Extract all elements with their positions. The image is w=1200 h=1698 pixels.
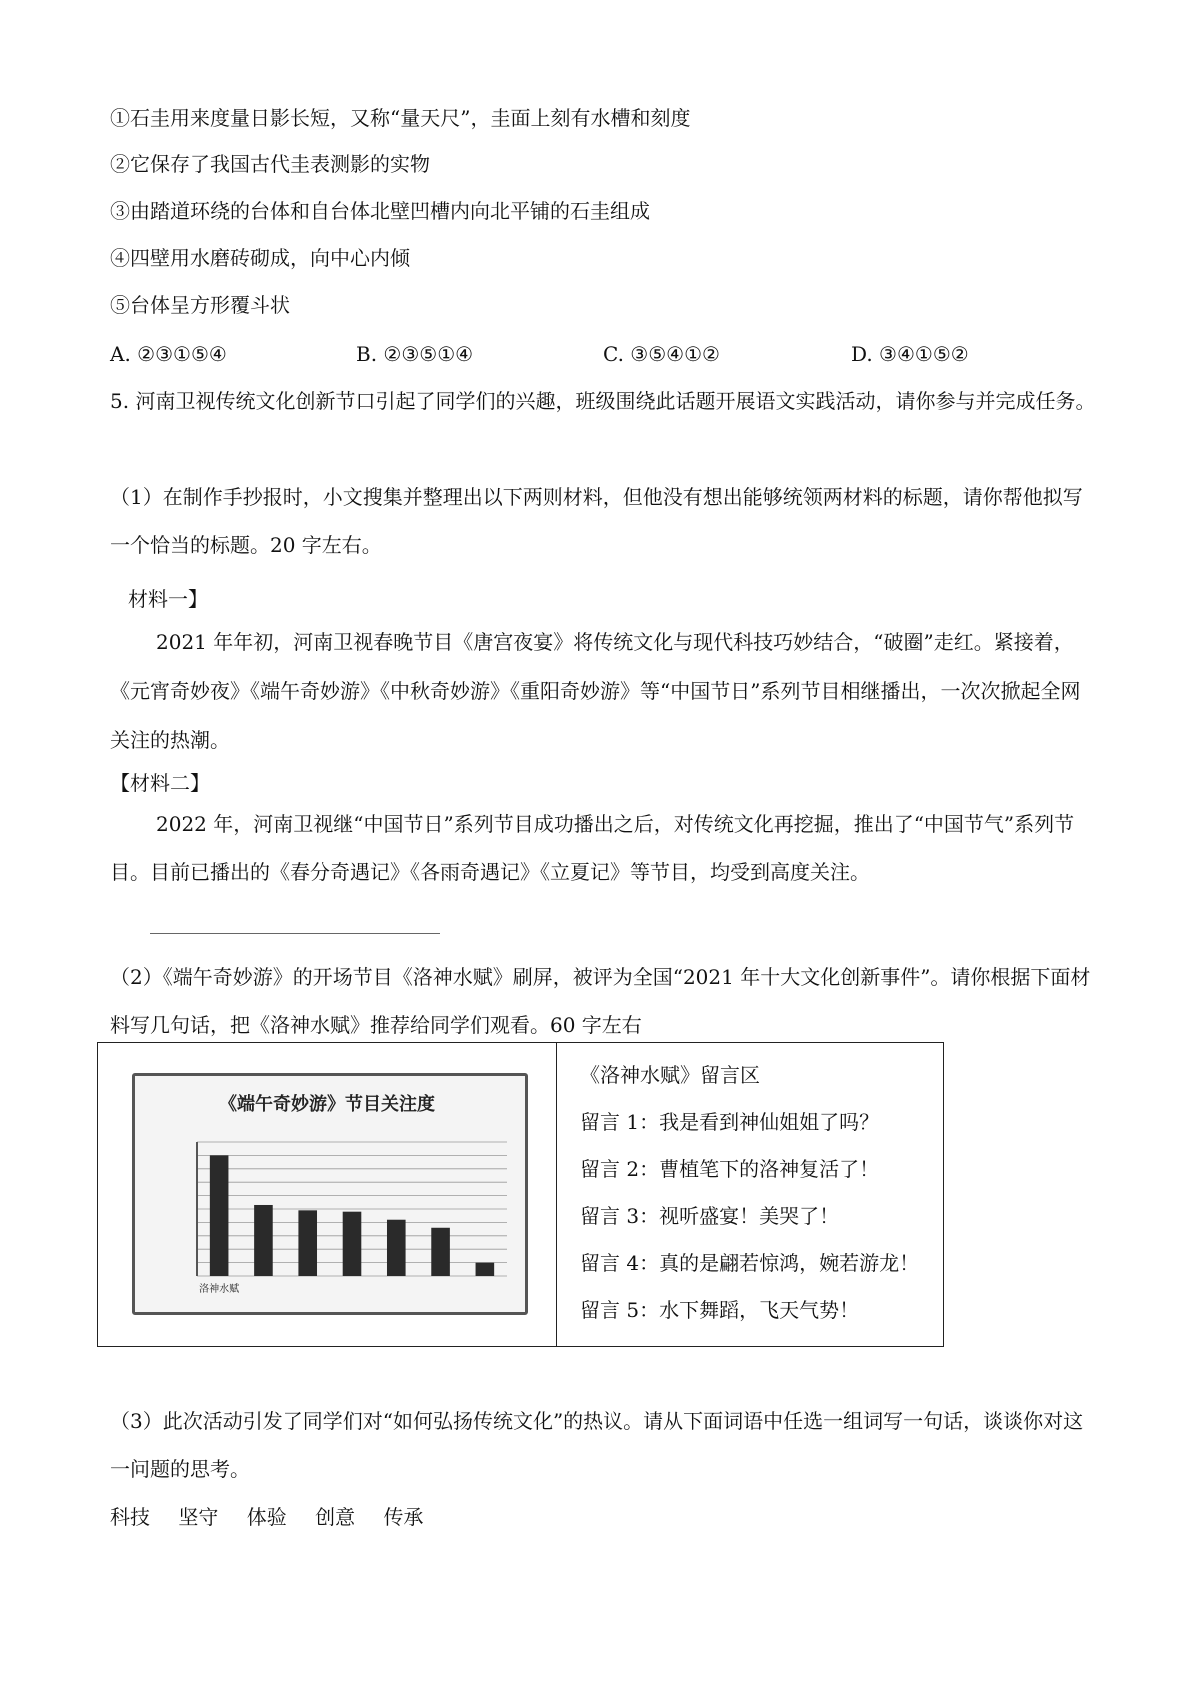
answer-blank-line xyxy=(150,933,440,934)
choice-b[interactable]: B. ②③⑤①④ xyxy=(356,342,474,366)
chart-title: 《端午奇妙游》节目关注度 xyxy=(219,1094,435,1115)
option-1: ①石圭用来度量日影长短，又称“量天尺”，圭面上刻有水槽和刻度 xyxy=(110,106,691,130)
chart-bars xyxy=(210,1155,494,1276)
chart-bar xyxy=(387,1220,406,1276)
question-5-stem: 5. 河南卫视传统文化创新节口引起了同学们的兴趣，班级围绕此话题开展语文实践活动，请你参与并完成任务。 xyxy=(110,389,1096,413)
option-3: ③由踏道环绕的台体和自台体北壁凹槽内向北平铺的石圭组成 xyxy=(110,199,650,223)
choice-a[interactable]: A. ②③①⑤④ xyxy=(110,342,227,366)
option-2: ②它保存了我国古代圭表测影的实物 xyxy=(110,152,430,176)
material-1-text: 2021 年年初，河南卫视春晚节目《唐宫夜宴》将传统文化与现代科技巧妙结合，“破圈”走红。紧接着，《元宵奇妙夜》《端午奇妙游》《中秋奇妙游》《重阳奇妙游》等“中国节日”系列节目相继播出，一次次掀起全网关注的热潮。 xyxy=(110,630,1081,752)
chart-category-label: 洛神水赋 xyxy=(199,1284,240,1295)
chart-bar xyxy=(254,1205,273,1276)
word-3: 体验 xyxy=(246,1505,287,1529)
question-5-sub3: （3）此次活动引发了同学们对“如何弘扬传统文化”的热议。请从下面词语中任选一组词写一句话，谈谈你对这一问题的思考。 xyxy=(110,1409,1084,1481)
chart-bar xyxy=(210,1155,229,1276)
chart-panel xyxy=(98,1043,557,1346)
question-5-sub1: （1）在制作手抄报时，小文搜集并整理出以下两则材料，但他没有想出能够统领两材料的标题，请你帮他拟写一个恰当的标题。20 字左右。 xyxy=(110,485,1083,557)
comment-3: 留言 3：视听盛宴！美哭了！ xyxy=(580,1204,840,1228)
chart-bar xyxy=(476,1263,495,1276)
chart-image xyxy=(132,1073,528,1315)
word-5: 传承 xyxy=(383,1505,424,1529)
chart-bar xyxy=(343,1212,362,1276)
option-5: ⑤台体呈方形覆斗状 xyxy=(110,293,290,317)
comment-panel xyxy=(558,1043,942,1346)
chart-labels xyxy=(199,1282,239,1295)
word-list xyxy=(110,1503,445,1531)
material-2-text: 2022 年，河南卫视继“中国节日”系列节目成功播出之后，对传统文化再挖掘，推出了“中国节气”系列节目。目前已播出的《春分奇遇记》《各雨奇遇记》《立夏记》等节目，均受到高度关注。 xyxy=(110,812,1075,884)
comment-5: 留言 5：水下舞蹈，飞天气势！ xyxy=(580,1298,860,1322)
comment-1: 留言 1：我是看到神仙姐姐了吗？ xyxy=(580,1110,880,1134)
chart-bar xyxy=(431,1228,450,1276)
choice-d[interactable]: D. ③④①⑤② xyxy=(851,342,969,366)
comment-title: 《洛神水赋》留言区 xyxy=(580,1063,760,1087)
chart-bar xyxy=(298,1210,317,1276)
question-5-sub2: （2）《端午奇妙游》的开场节目《洛神水赋》刷屏，被评为全国“2021 年十大文化创新事件”。请你根据下面材料写几句话，把《洛神水赋》推荐给同学们观看。60 字左右 xyxy=(110,965,1091,1037)
attention-bar-chart xyxy=(135,1076,519,1306)
word-1: 科技 xyxy=(110,1505,150,1529)
word-2: 坚守 xyxy=(178,1505,219,1529)
comment-4: 留言 4：真的是翩若惊鸿，婉若游龙！ xyxy=(580,1251,920,1275)
material-2-title: 【材料二】 xyxy=(110,771,210,795)
comment-2: 留言 2：曹植笔下的洛神复活了！ xyxy=(580,1157,880,1181)
option-4: ④四壁用水磨砖砌成，向中心内倾 xyxy=(110,246,410,270)
choice-c[interactable]: C. ③⑤④①② xyxy=(603,342,720,366)
material-1-title: 材料一】 xyxy=(128,587,208,611)
word-4: 创意 xyxy=(315,1505,356,1529)
material-box xyxy=(97,1042,944,1347)
